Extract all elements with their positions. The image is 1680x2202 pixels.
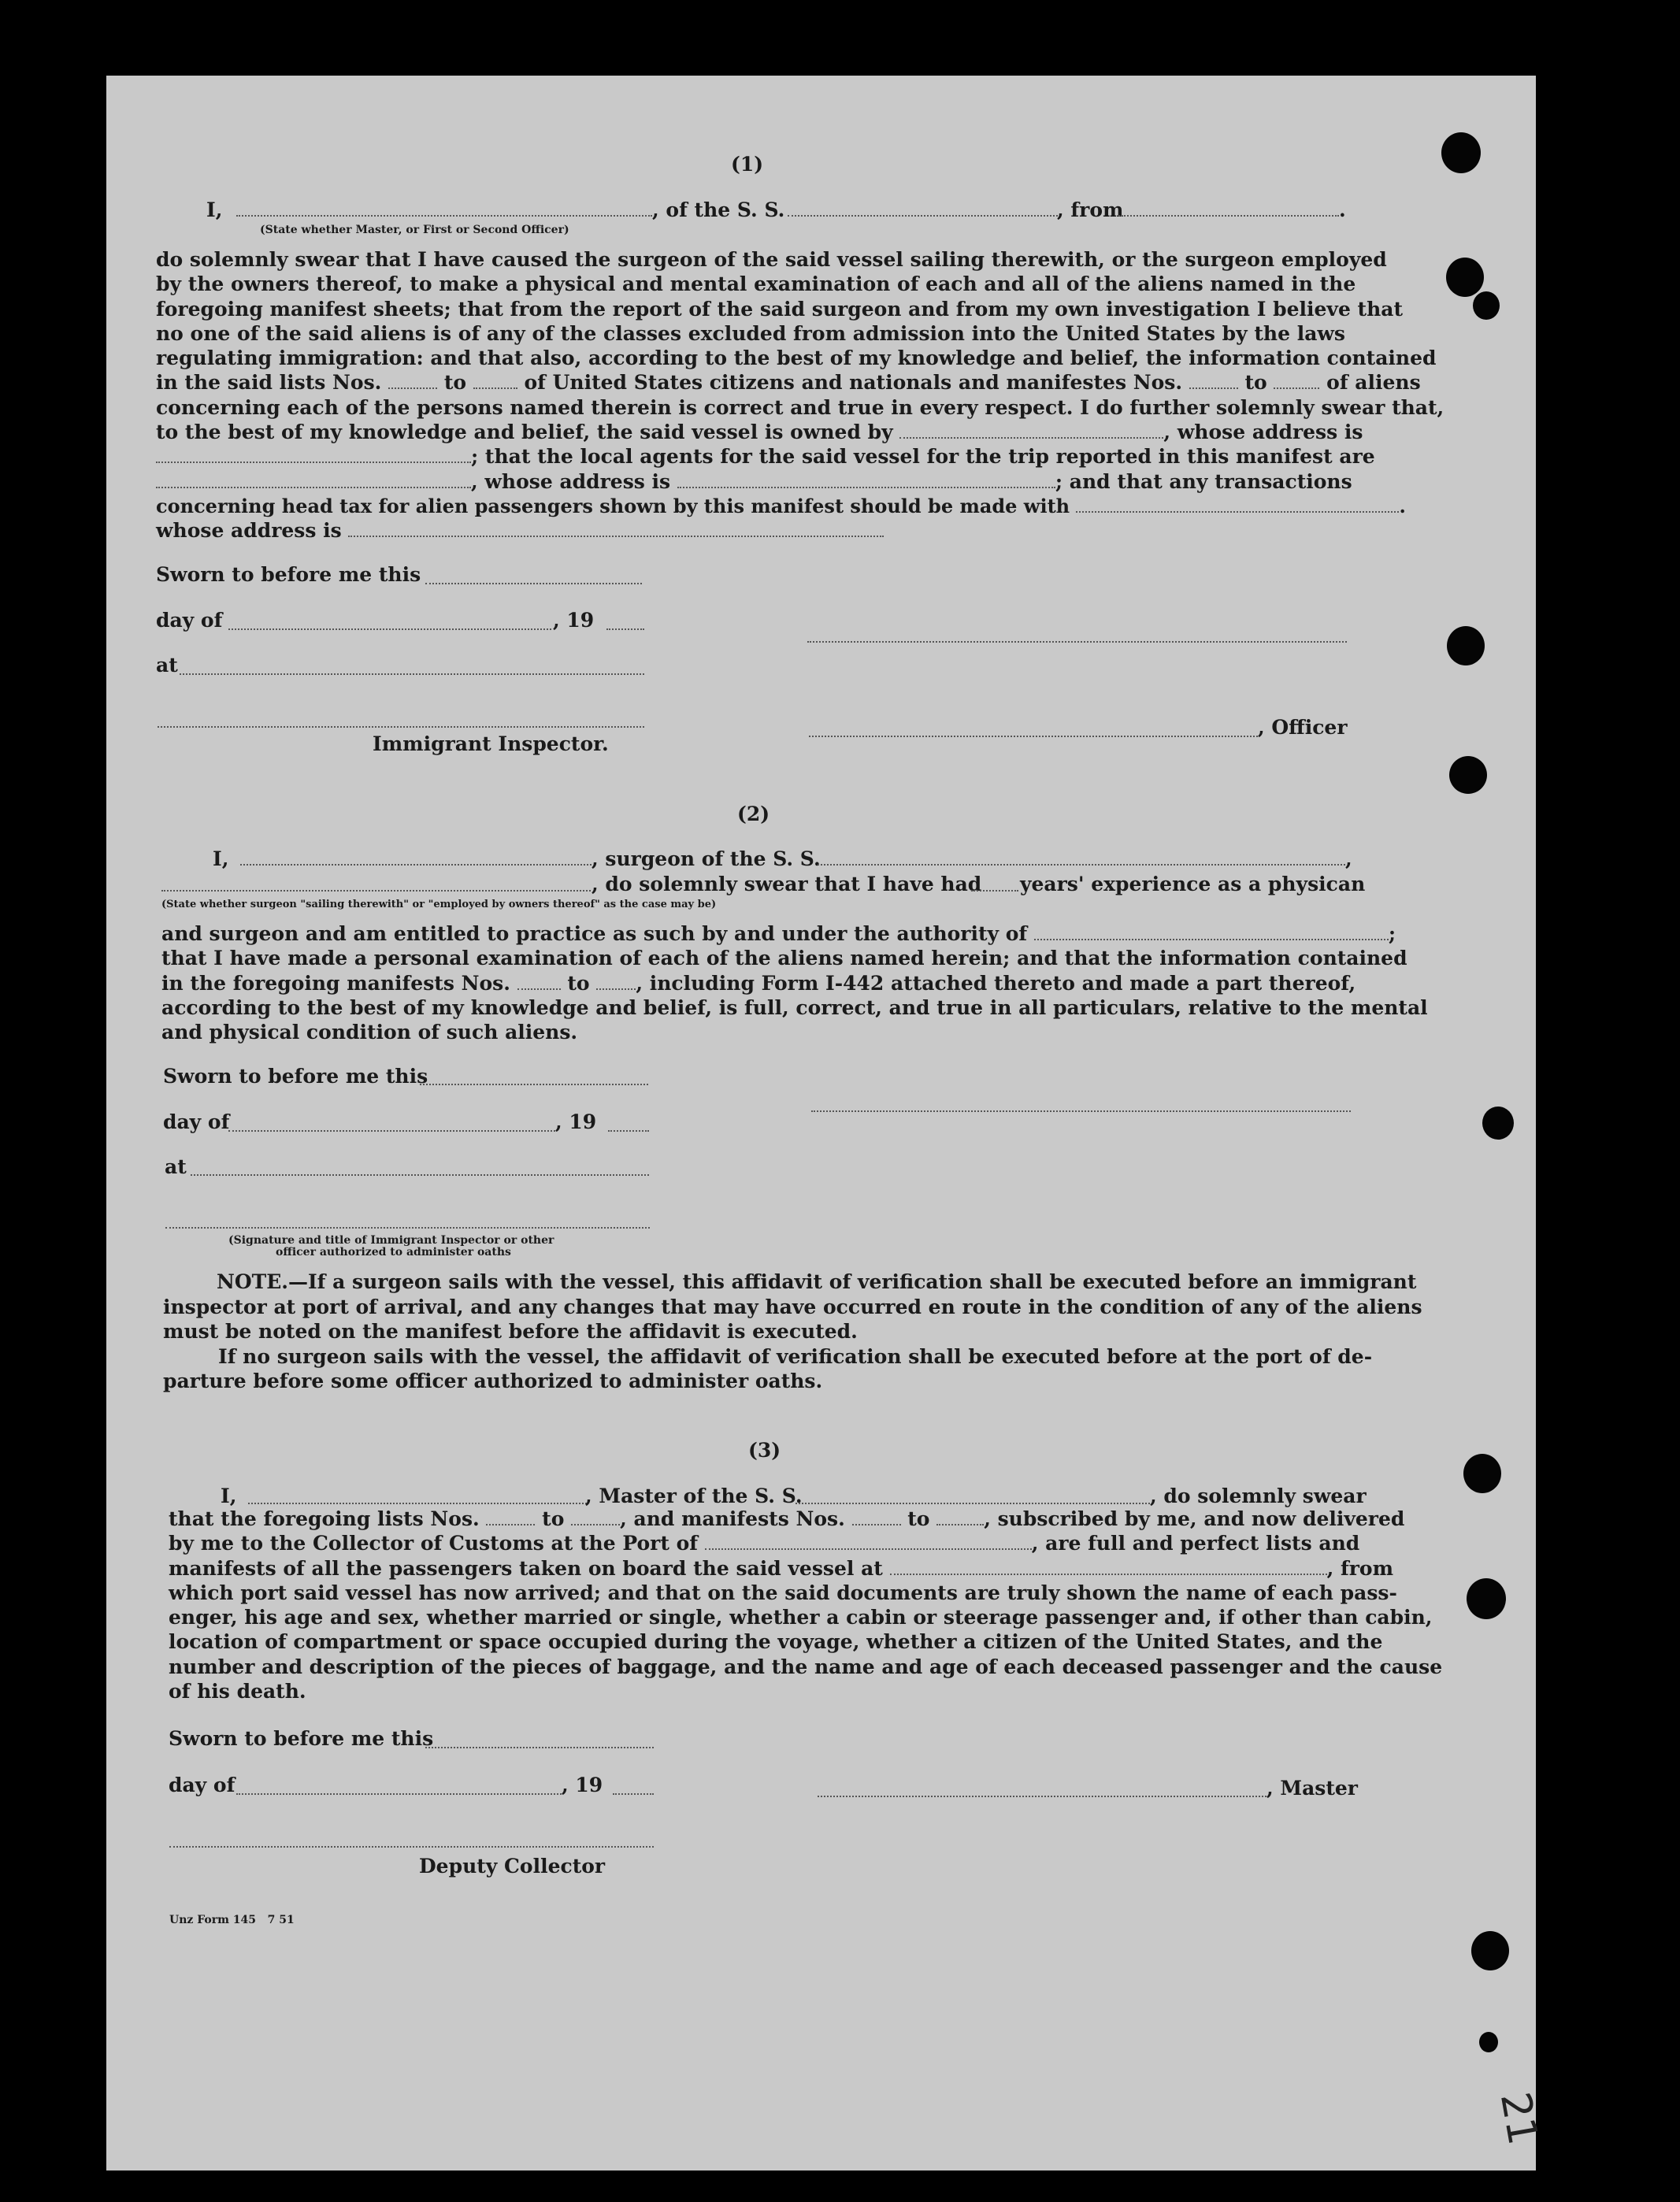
ship-name-field[interactable]: [788, 215, 1058, 217]
s3-port-label: by me to the Collector of Customs at the Port of: [169, 1532, 698, 1555]
s2-years-label: years' experience as a physican: [1020, 873, 1366, 895]
s1-officer-signature-field[interactable]: [809, 736, 1258, 737]
s1-day-label: day of: [156, 609, 223, 632]
s1-agent-address-label: , whose address is: [471, 469, 671, 493]
s1-i-label: I,: [206, 198, 223, 221]
s2-day-label: day of: [163, 1110, 230, 1133]
authority-field[interactable]: [1034, 923, 1389, 940]
s3-manifest-from-field[interactable]: [852, 1508, 901, 1525]
s1-officer-signature-top[interactable]: [807, 641, 1347, 643]
s1-end-period: .: [1339, 198, 1346, 221]
s3-master-name-field[interactable]: [248, 1503, 587, 1504]
s2-manifest-to-field[interactable]: [596, 973, 636, 990]
section-3-number: (3): [748, 1439, 781, 1462]
s1-line-agents: [156, 444, 1375, 469]
surgeon-name-field[interactable]: [240, 864, 592, 866]
s1-year-field[interactable]: [606, 628, 644, 630]
s2-authority-end: ;: [1388, 922, 1396, 945]
s1-inspector-signature-field[interactable]: [158, 726, 644, 728]
s2-swear-label: , do solemnly swear that I have had: [592, 873, 982, 895]
s3-line-port: [169, 1531, 1360, 1555]
s2-sworn-day-field[interactable]: [420, 1084, 648, 1085]
s2-surgeon-hint: (State whether surgeon "sailing therewith" or "employed by owners thereof" as the case may be): [161, 899, 717, 910]
s1-line: by the owners thereof, to make a physical and mental examination of each and all of the aliens named in the: [156, 272, 1356, 296]
note-line: must be noted on the manifest before the affidavit is executed.: [163, 1320, 858, 1343]
s3-i-label: I,: [221, 1485, 237, 1507]
s1-headtax-end: .: [1399, 494, 1406, 517]
punch-hole: [1482, 1107, 1514, 1140]
s3-line: of his death.: [169, 1680, 306, 1703]
section-2-paragraph: [161, 921, 1428, 1044]
s2-administrator-signature-field[interactable]: [165, 1227, 650, 1229]
s1-lists-label: in the said lists Nos.: [156, 371, 382, 395]
s3-list-to-field[interactable]: [571, 1508, 620, 1525]
punch-hole: [1473, 291, 1500, 320]
s2-at-label: at: [165, 1155, 187, 1178]
s1-at-label: at: [156, 654, 178, 677]
s3-perfect-label: , are full and perfect lists and: [1031, 1532, 1360, 1555]
punch-hole: [1467, 1578, 1506, 1619]
s1-line-lists: [156, 370, 1421, 395]
s2-year-field[interactable]: [608, 1130, 649, 1132]
s1-line: regulating immigration: and that also, according to the best of my knowledge and belief, the information contained: [156, 347, 1437, 370]
s3-master-signature-field[interactable]: [818, 1796, 1266, 1797]
s3-day-label: day of: [169, 1774, 235, 1796]
s1-line: concerning each of the persons named therein is correct and true in every respect. I do further solemnly swear that,: [156, 395, 1445, 419]
alien-manifest-to-field[interactable]: [1274, 372, 1319, 389]
s3-master-sig-label: , Master: [1266, 1777, 1358, 1800]
s2-comma: ,: [1345, 847, 1352, 870]
s3-year-field[interactable]: [613, 1793, 654, 1795]
s1-line: foregoing manifest sheets; that from the report of the said surgeon and from my own investigation I believe that: [156, 297, 1404, 321]
departure-port-field[interactable]: [1118, 215, 1339, 217]
s1-owner-address-label: , whose address is: [1163, 421, 1363, 444]
s3-year-label: , 19: [562, 1774, 603, 1796]
surgeon-status-field[interactable]: [161, 890, 591, 892]
s1-officer-hint: (State whether Master, or First or Second Officer): [260, 224, 569, 236]
s2-line: according to the best of my knowledge and belief, is full, correct, and true in all particulars, relative to the mental: [161, 995, 1428, 1019]
s2-year-label: , 19: [555, 1110, 597, 1133]
section-1-paragraph: [156, 247, 1445, 543]
s3-from-label: , from: [1326, 1556, 1394, 1580]
s1-inspector-label: Immigrant Inspector.: [373, 732, 609, 755]
punch-hole: [1441, 132, 1481, 173]
s3-manifest-to-field[interactable]: [936, 1508, 984, 1525]
s3-to-label: to: [907, 1507, 930, 1530]
s1-line-whose-address: [156, 518, 1345, 543]
s3-swear-label: , do solemnly swear: [1150, 1485, 1367, 1507]
s3-master-label: , Master of the S. S.: [585, 1485, 803, 1507]
citizen-list-from-field[interactable]: [388, 372, 437, 389]
s3-delivered-label: , subscribed by me, and now delivered: [984, 1507, 1405, 1530]
s2-to-label: to: [567, 971, 590, 995]
s1-line-headtax: [156, 494, 1406, 518]
agent-address-field[interactable]: [677, 471, 1055, 488]
local-agents-field[interactable]: [156, 471, 471, 488]
s1-year-label: , 19: [553, 609, 595, 632]
s3-month-field[interactable]: [236, 1793, 562, 1795]
s2-line: and physical condition of such aliens.: [161, 1021, 578, 1044]
s1-owner-label: to the best of my knowledge and belief, the said vessel is owned by: [156, 421, 893, 444]
note-line: If no surgeon sails with the vessel, the affidavit of verification shall be executed before at the port of de-: [218, 1344, 1373, 1368]
s1-line: do solemnly swear that I have caused the surgeon of the said vessel sailing therewith, or the surgeon employed: [156, 248, 1387, 271]
s2-sworn-label: Sworn to before me this: [163, 1065, 428, 1088]
s2-i-label: I,: [213, 847, 229, 870]
s1-sworn-label: Sworn to before me this: [156, 563, 421, 586]
section-1-number: (1): [731, 153, 764, 176]
s3-line-lists: [169, 1507, 1405, 1531]
s3-manifests-label: , and manifests Nos.: [620, 1507, 845, 1530]
s2-line-manifests: [161, 971, 1356, 995]
s1-to-label: to: [1244, 371, 1267, 395]
note-line: parture before some officer authorized to administer oaths.: [163, 1370, 823, 1392]
punch-hole: [1463, 1454, 1501, 1493]
section-3-paragraph: [169, 1507, 1443, 1703]
owner-field[interactable]: [899, 421, 1163, 439]
s1-transactions-label: ; and that any transactions: [1055, 469, 1352, 493]
s2-line-authority: [161, 921, 1396, 946]
citizen-list-to-field[interactable]: [473, 372, 517, 389]
punch-hole: [1479, 2032, 1498, 2052]
form-number: Unz Form 145 7 51: [169, 1914, 295, 1926]
s1-line-owner: [156, 420, 1363, 444]
s2-surgeon-label: , surgeon of the S. S.: [592, 847, 821, 870]
s3-boarded-label: manifests of all the passengers taken on board the said vessel at: [169, 1556, 883, 1580]
s3-line: enger, his age and sex, whether married or single, whether a cabin or steerage passenger and, if other than cabin,: [169, 1606, 1433, 1629]
s2-at-field[interactable]: [191, 1174, 649, 1176]
punch-hole: [1446, 258, 1484, 297]
section-2-number: (2): [737, 803, 770, 825]
s1-line: no one of the said aliens is of any of the classes excluded from admission into the United States by the laws: [156, 321, 1345, 345]
s3-to-label: to: [542, 1507, 565, 1530]
s3-line: location of compartment or space occupied during the voyage, whether a citizen of the United States, and the: [169, 1630, 1383, 1654]
punch-hole: [1449, 756, 1487, 794]
s1-at-field[interactable]: [180, 673, 644, 675]
s1-manifests-label: of United States citizens and nationals and manifestes Nos.: [524, 371, 1183, 395]
s2-manifests-label: in the foregoing manifests Nos.: [161, 971, 510, 995]
master-officer-field[interactable]: [236, 215, 652, 217]
s3-sworn-label: Sworn to before me this: [169, 1727, 434, 1750]
s3-line: number and description of the pieces of baggage, and the name and age of each deceased passenger and the cause: [169, 1655, 1443, 1678]
s3-port-field[interactable]: [705, 1533, 1032, 1550]
s1-officer-label: , Officer: [1258, 716, 1348, 739]
punch-hole: [1471, 1931, 1509, 1970]
s3-sworn-day-field[interactable]: [425, 1747, 654, 1748]
s3-line: which port said vessel has now arrived; and that on the said documents are truly shown the name of each pass-: [169, 1581, 1397, 1604]
s2-manifest-from-field[interactable]: [517, 973, 561, 990]
note-line: inspector at port of arrival, and any changes that may have occurred en route in the condition of any of the aliens: [163, 1295, 1422, 1318]
s2-signature-hint-1: (Signature and title of Immigrant Inspector or other: [228, 1234, 554, 1247]
s1-agents-label: ; that the local agents for the said vessel for the trip reported in this manifest are: [471, 445, 1375, 469]
s2-line: that I have made a personal examination of each of the aliens named herein; and that the information contained: [161, 947, 1407, 970]
s3-lists-label: that the foregoing lists Nos.: [169, 1507, 480, 1530]
s1-from-label: , from: [1057, 198, 1124, 221]
s1-to-label: to: [443, 371, 467, 395]
s3-line-boarded: [169, 1556, 1394, 1581]
head-tax-party-field[interactable]: [1076, 495, 1399, 513]
s2-form-label: , including Form I-442 attached thereto and made a part thereof,: [636, 971, 1356, 995]
s1-of-ss-label: , of the S. S.: [652, 198, 785, 221]
s3-deputy-signature-field[interactable]: [169, 1846, 654, 1848]
s1-month-field[interactable]: [228, 628, 551, 630]
s1-headtax-label: concerning head tax for alien passengers shown by this manifest should be made with: [156, 494, 1070, 517]
s1-aliens-label: of aliens: [1326, 371, 1421, 395]
s2-ship-name-field[interactable]: [818, 864, 1345, 866]
s1-whose-address-label: whose address is: [156, 519, 342, 543]
s2-surgeon-signature-field[interactable]: [811, 1110, 1351, 1112]
s2-signature-hint-2: officer authorized to administer oaths: [276, 1246, 511, 1259]
s1-line-agent-address: [156, 469, 1352, 494]
s3-boarding-port-field[interactable]: [890, 1558, 1327, 1575]
note-line: NOTE.—If a surgeon sails with the vessel, this affidavit of verification shall be executed before an immigrant: [217, 1270, 1417, 1293]
s1-sworn-day-field[interactable]: [425, 583, 642, 584]
s3-list-from-field[interactable]: [486, 1508, 535, 1525]
years-experience-field[interactable]: [971, 890, 1018, 892]
handwritten-page-number: 21: [1490, 2089, 1547, 2148]
owner-address-field[interactable]: [156, 446, 471, 463]
s3-ship-name-field[interactable]: [795, 1503, 1150, 1504]
surgeon-note: [163, 1270, 1422, 1394]
s3-deputy-label: Deputy Collector: [419, 1855, 606, 1878]
s2-month-field[interactable]: [228, 1130, 555, 1132]
punch-hole: [1447, 626, 1485, 665]
alien-manifest-from-field[interactable]: [1189, 372, 1238, 389]
head-tax-address-field[interactable]: [348, 520, 884, 537]
s2-authority-label: and surgeon and am entitled to practice as such by and under the authority of: [161, 922, 1028, 945]
